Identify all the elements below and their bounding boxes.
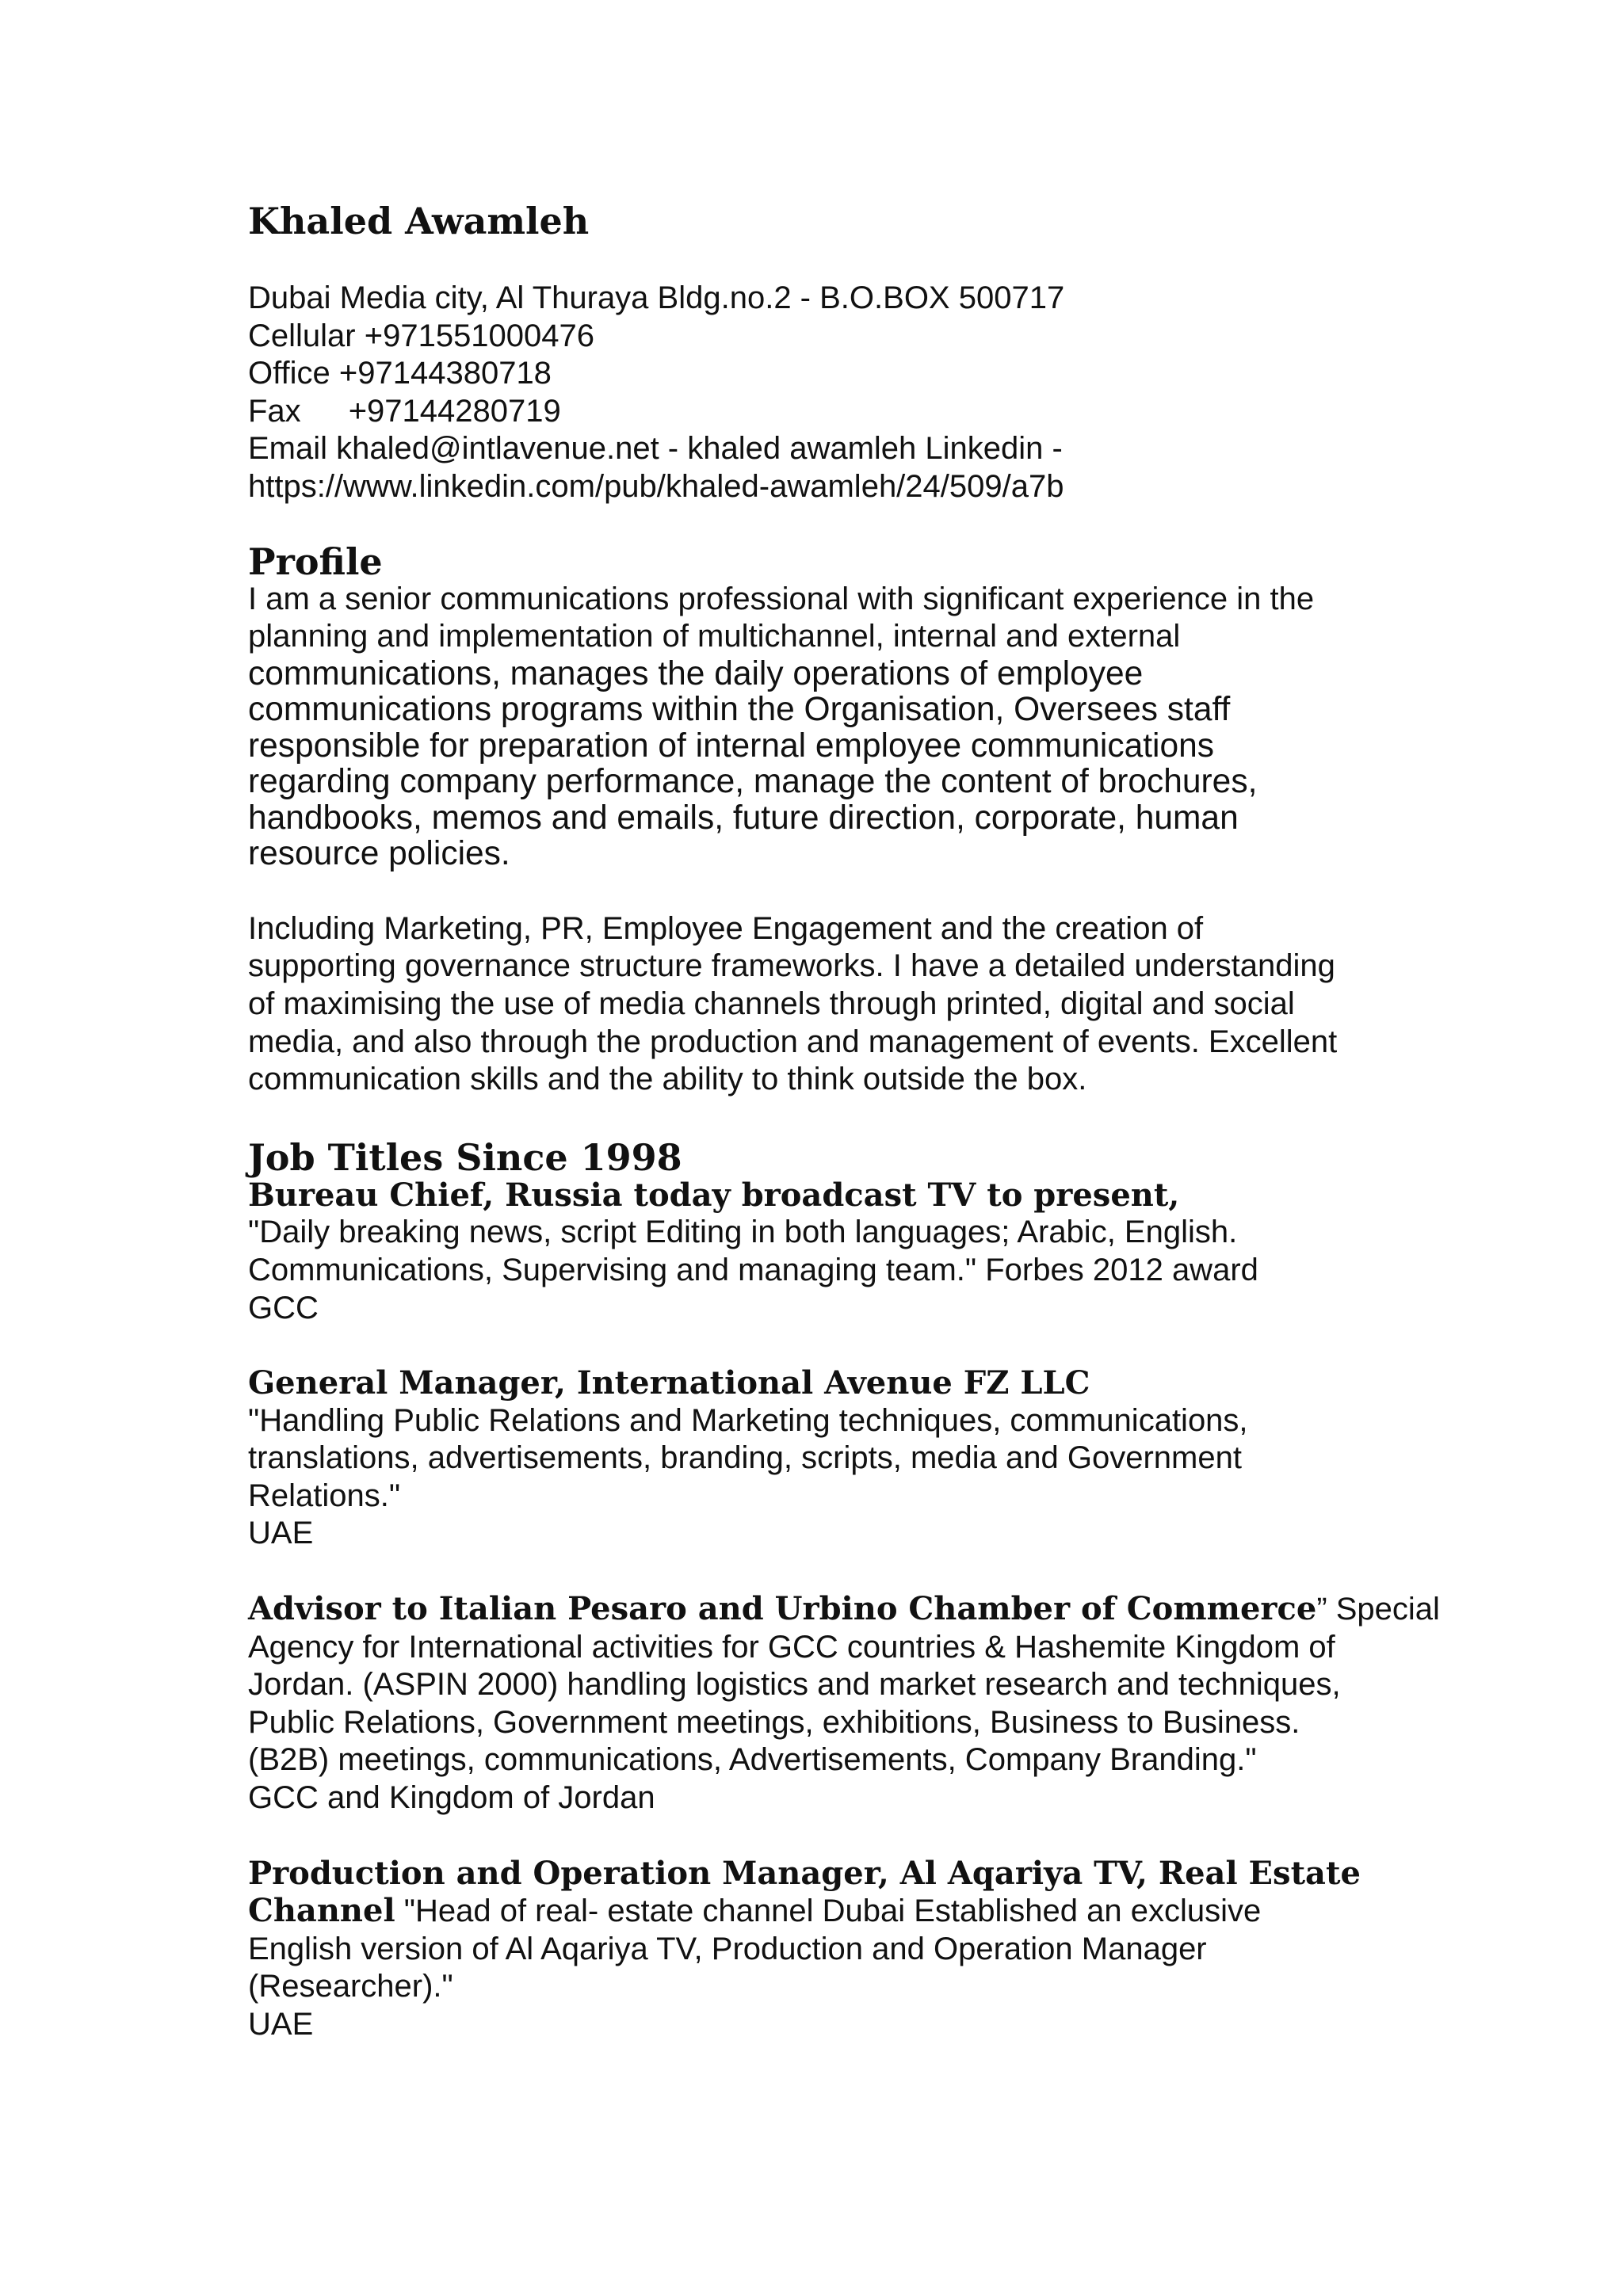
profile-heading: Profile [248,540,383,583]
profile-line: communications, manages the daily operations of employee [248,654,1144,692]
job-description-line: Jordan. (ASPIN 2000) handling logistics and market research and techniques, [248,1667,1341,1703]
profile-line: communication skills and the ability to think outside the box. [248,1062,1087,1097]
profile-line: handbooks, memos and emails, future direction, corporate, human [248,799,1239,837]
profile-line: communications programs within the Organisation, Oversees staff [248,691,1231,729]
job-entry [248,1364,1405,1553]
job-location: UAE [248,1516,314,1551]
profile-line: supporting governance structure frameworks. I have a detailed understanding [248,948,1335,984]
profile-line: I am a senior communications professional with significant experience in the [248,581,1315,616]
job-entry [248,1855,1405,2044]
profile-line: Including Marketing, PR, Employee Engagement and the creation of [248,910,1204,946]
job-description-line: "Daily breaking news, script Editing in both languages; Arabic, English. [248,1215,1238,1250]
job-description-line: English version of Al Aqariya TV, Production and Operation Manager [248,1931,1207,1966]
job-description-line: Communications, Supervising and managing team." Forbes 2012 award [248,1252,1258,1287]
job-description-line: translations, advertisements, branding, scripts, media and Government [248,1440,1242,1476]
candidate-name: Khaled Awamleh [248,200,590,242]
contact-office: Office +97144380718 [248,356,552,391]
job-description-line: "Handling Public Relations and Marketing techniques, communications, [248,1402,1248,1438]
profile-paragraph-2 [248,910,1405,1099]
job-title-line [248,1590,1440,1629]
job-description-line: (Researcher)." [248,1969,453,2004]
job-title-tail: "Head of real- estate channel Dubai Established an exclusive [395,1894,1262,1929]
job-title-line [248,1892,1405,1931]
job-description-line: Agency for International activities for GCC countries & Hashemite Kingdom of [248,1629,1335,1665]
contact-email: Email khaled@intlavenue.net - khaled awamleh Linkedin - [248,431,1063,467]
contact-fax [248,393,1405,431]
profile-line: planning and implementation of multichannel, internal and external [248,619,1181,654]
profile-paragraph-1-continued [248,656,1405,872]
job-title-continued: Channel [248,1892,395,1930]
job-location: UAE [248,2007,314,2042]
profile-line: regarding company performance, manage the content of brochures, [248,763,1258,801]
job-title: General Manager, International Avenue FZ LLC [248,1364,1090,1402]
contact-address: Dubai Media city, Al Thuraya Bldg.no.2 - B.O.BOX 500717 [248,280,1065,315]
profile-line: responsible for preparation of internal employee communications [248,727,1214,765]
job-entry [248,1177,1405,1327]
fax-label: Fax [248,393,301,429]
profile-line: resource policies. [248,835,510,873]
jobs-heading: Job Titles Since 1998 [248,1135,682,1179]
job-description-line: Relations." [248,1478,401,1513]
profile-line: of maximising the use of media channels through printed, digital and social [248,986,1295,1021]
profile-line: media, and also through the production and management of events. Excellent [248,1024,1338,1059]
job-title: Production and Operation Manager, Al Aqariya TV, Real Estate [248,1854,1361,1892]
job-description-line: Public Relations, Government meetings, exhibitions, Business to Business. [248,1704,1300,1740]
job-description-line: (B2B) meetings, communications, Advertisements, Company Branding." [248,1742,1257,1778]
profile-paragraph-1 [248,581,1405,656]
contact-linkedin-url: https://www.linkedin.com/pub/khaled-awamleh/24/509/a7b [248,468,1064,504]
job-location: GCC and Kingdom of Jordan [248,1780,655,1816]
job-entry [248,1590,1440,1817]
resume-page [248,196,1440,2044]
job-title: Bureau Chief, Russia today broadcast TV to present, [248,1176,1180,1214]
job-title: Advisor to Italian Pesaro and Urbino Chamber of Commerce [248,1590,1317,1628]
contact-cellular: Cellular +971551000476 [248,318,595,353]
contact-block [248,280,1405,506]
fax-number: +97144280719 [348,393,561,429]
job-title-tail: ” Special [1316,1592,1440,1627]
job-location: GCC [248,1290,319,1325]
